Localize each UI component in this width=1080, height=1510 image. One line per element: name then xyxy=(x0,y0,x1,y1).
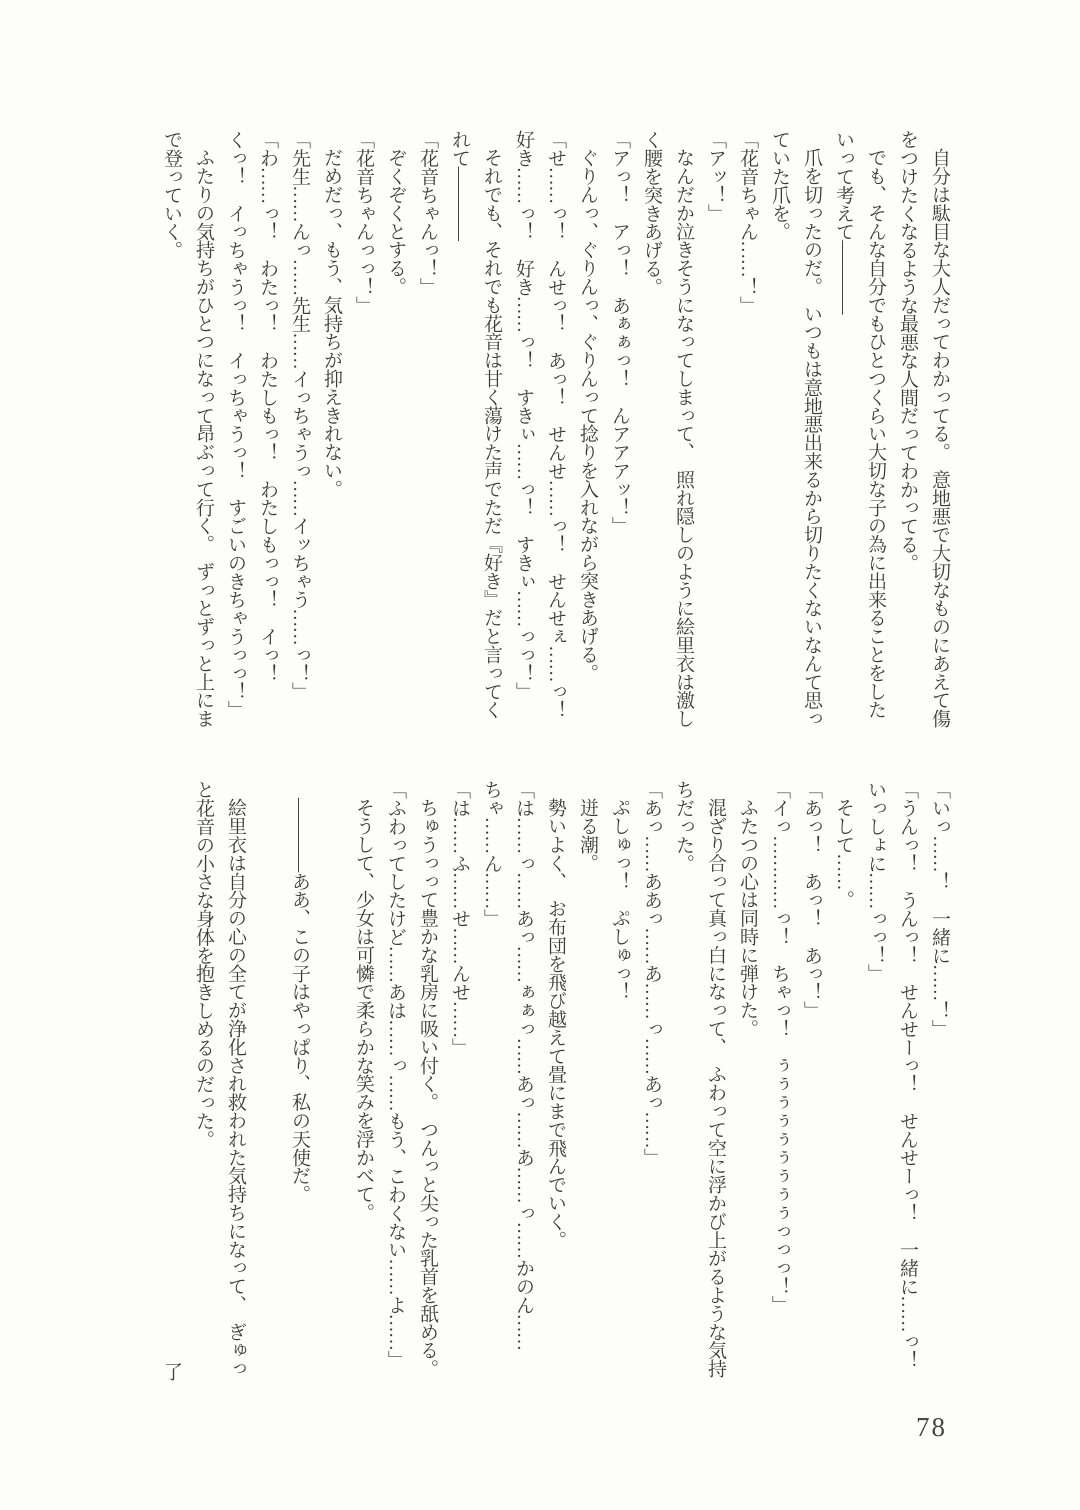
text-line: 「花音ちゃんっ！」 xyxy=(417,130,438,296)
text-line: 爪を切ったのだ。 いつもは意地悪出来るから切りたくないなんて思っ xyxy=(801,148,822,728)
text-line: 「は……っ……あっ……ぁぁっ……あっ……あ……っ……かのん…… xyxy=(513,780,534,1351)
text-line: なんだか泣きそうになってしまって、 照れ隠しのように絵里衣は激し xyxy=(673,148,694,728)
text-line: ふたりの気持ちがひとつになって昂ぶって行く。 ずっとずっと上にま xyxy=(193,148,214,728)
text-line: れて―――― xyxy=(449,130,470,241)
text-line: 「あっ！ あっ！ あっ！」 xyxy=(801,780,822,1020)
text-line xyxy=(315,780,347,1380)
text-line: いっしょに……っっ！」 xyxy=(865,780,886,983)
end-mark: 了 xyxy=(161,1361,182,1380)
text-line: 「アッ！」 xyxy=(705,130,726,223)
text-line: く腰を突きあげる。 xyxy=(641,130,662,296)
text-line: そうして、少女は可憐で柔らかな笑みを浮かべて。 xyxy=(353,798,374,1222)
text-line: ぐりんっ、ぐりんっ、ぐりんって捻りを入れながら突きあげる。 xyxy=(577,148,598,682)
text-line: 自分は駄目な大人だってわかってる。 意地悪で大切なものにあえて傷 xyxy=(929,148,950,728)
text-line: 「は……ふ……せ……んせ……」 xyxy=(449,780,470,1057)
top-text-block xyxy=(155,130,955,730)
text-line: そして……。 xyxy=(833,798,854,909)
text-line: 「ふわってしたけど……あは……っ……もう、こわくない……よ……」 xyxy=(385,780,406,1369)
text-line: 「アっ！ アっ！ あぁぁっ！ んアアアッ！」 xyxy=(609,130,630,535)
text-line: をつけたくなるような最悪な人間だってわかってる。 xyxy=(897,130,918,572)
text-line: ぷしゅっ！ ぷしゅっ！ xyxy=(609,798,630,1001)
text-line: 「花音ちゃん……！」 xyxy=(737,130,758,315)
text-line: 「先生……んっ……先生……イっちゃうっ……イッちゃう……っ！」 xyxy=(289,130,310,701)
text-line: で登っていく。 xyxy=(161,130,182,259)
text-line xyxy=(251,780,283,1380)
text-line: くっ！ イっちゃうっ！ イっちゃうっ！ すごいのきちゃうっっ！」 xyxy=(225,130,246,719)
text-line: ふたつの心は同時に弾けた。 xyxy=(737,798,758,1038)
text-line: 迸る潮。 xyxy=(577,798,598,872)
text-line: 「花音ちゃんっっ！」 xyxy=(353,130,374,315)
text-line: 「イっ…………っ！ ちゃっ！ ぅぅぅぅぅぅぅぅぅっっっ！」 xyxy=(769,780,790,1314)
text-line: 「せ……っ！ んせっ！ あっ！ せんせ……っ！ せんせぇ……っ！ xyxy=(545,130,566,719)
text-line: 「わ……っ！ わたっ！ わたしもっ！ わたしもっっ！ イっ！ xyxy=(257,130,278,683)
text-line: 混ざり合って真っ白になって、 ふわって空に浮かび上がるような気持 xyxy=(705,798,726,1378)
bottom-text-block xyxy=(155,780,955,1380)
text-line: それでも、それでも花音は甘く蕩けた声でただ『好き』だと言ってく xyxy=(481,148,502,719)
text-line: 「あっ……ああっ……あ……っ……あっ……」 xyxy=(641,780,662,1167)
text-line: でも、そんな自分でもひとつくらい大切な子の為に出来ることをした xyxy=(865,148,886,719)
text-line: 「いっ……！ 一緒に……！」 xyxy=(929,780,950,1038)
text-line: ちだった。 xyxy=(673,780,694,873)
text-line: と花音の小さな身体を抱きしめるのだった。 xyxy=(193,780,214,1149)
text-line: いって考えて―――― xyxy=(833,130,854,315)
text-line: だめだっ、もう、気持ちが抑えきれない。 xyxy=(321,148,342,498)
page-number: 78 xyxy=(916,1412,947,1442)
text-line: ちゅうっって豊かな乳房に吸い付く。 つんっと尖った乳首を舐める。 xyxy=(417,798,438,1378)
text-line: ――――ああ、この子はやっぱり、私の天使だ。 xyxy=(289,798,310,1203)
text-line: 絵里衣は自分の心の全てが浄化され救われた気持ちになって、 ぎゅっ xyxy=(225,798,246,1378)
text-line: ぞくぞくとする。 xyxy=(385,148,406,296)
text-line: 「うんっ！ うんっ！ せんせーっ！ せんせーっ！ 一緒に……っ！ xyxy=(897,780,918,1369)
text-line: ていた爪を。 xyxy=(769,130,790,241)
text-line: 勢いよく、 お布団を飛び越えて畳にまで飛んでいく。 xyxy=(545,798,566,1249)
text-line: ちゃ……ん……」 xyxy=(481,780,502,928)
text-line: 好き……っ！ 好き……っ！ すきぃ……っ！ すきぃ……っっ！」 xyxy=(513,130,534,701)
